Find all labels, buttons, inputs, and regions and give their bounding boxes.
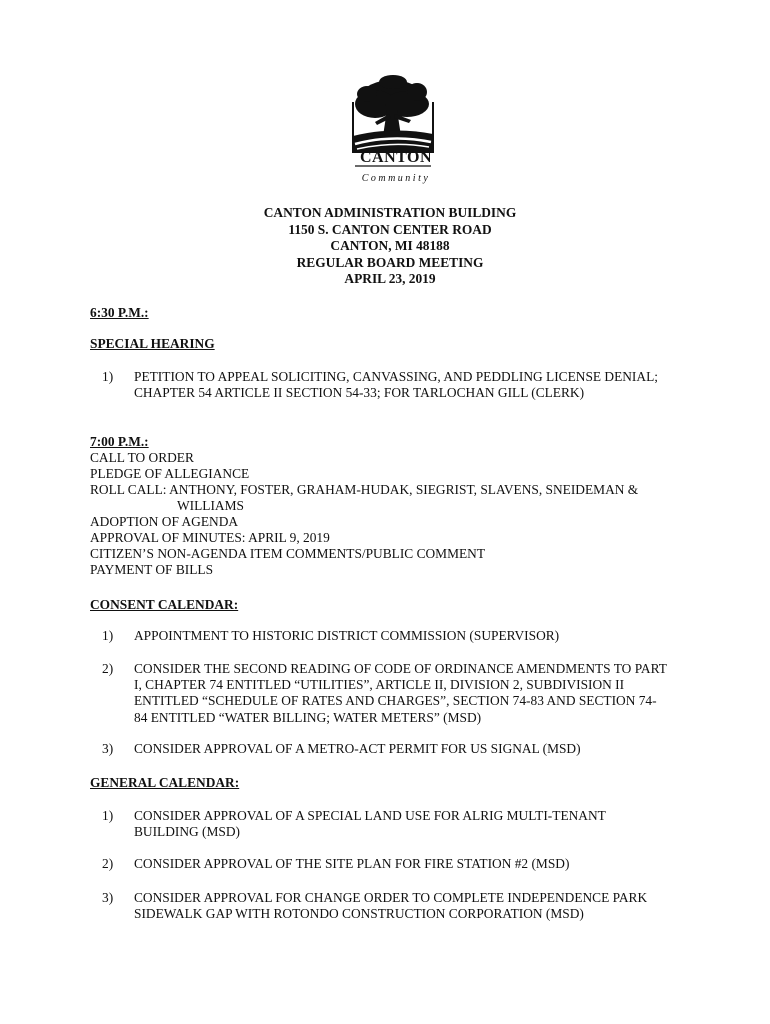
item-line: ENTITLED “SCHEDULE OF RATES AND CHARGES”, SECTION 74-83 AND SECTION 74- — [134, 693, 657, 709]
adoption-of-agenda: ADOPTION OF AGENDA — [90, 514, 239, 529]
payment-of-bills: PAYMENT OF BILLS — [90, 562, 214, 577]
item-line: CHAPTER 54 ARTICLE II SECTION 54-33; FOR TARLOCHAN GILL (CLERK) — [134, 385, 585, 401]
item-line: SIDEWALK GAP WITH ROTONDO CONSTRUCTION CORPORATION (MSD) — [134, 906, 584, 922]
item-number: 3) — [102, 890, 114, 905]
item-line: I, CHAPTER 74 ENTITLED “UTILITIES”, ARTICLE II, DIVISION 2, SUBDIVISION II — [134, 677, 625, 693]
roll-call: ROLL CALL: ANTHONY, FOSTER, GRAHAM-HUDAK, SIEGRIST, SLAVENS, SNEIDEMAN & — [90, 482, 639, 497]
consent-item-3 — [90, 741, 695, 757]
header-line-meeting: REGULAR BOARD MEETING — [296, 254, 484, 270]
consent-item-1 — [90, 628, 695, 644]
header-line-address: 1150 S. CANTON CENTER ROAD — [288, 221, 492, 237]
header-line-date: APRIL 23, 2019 — [344, 271, 436, 286]
item-line: CONSIDER APPROVAL FOR CHANGE ORDER TO COMPLETE INDEPENDENCE PARK — [134, 890, 648, 905]
item-line: CONSIDER APPROVAL OF A METRO-ACT PERMIT FOR US SIGNAL (MSD) — [134, 741, 581, 756]
general-item-2 — [90, 856, 695, 872]
item-line: BUILDING (MSD) — [134, 824, 241, 840]
consent-item-2 — [90, 661, 695, 726]
pledge-of-allegiance: PLEDGE OF ALLEGIANCE — [90, 466, 250, 481]
call-to-order: CALL TO ORDER — [90, 450, 194, 465]
public-comment: CITIZEN’S NON-AGENDA ITEM COMMENTS/PUBLIC COMMENT — [90, 546, 486, 561]
general-calendar-heading: GENERAL CALENDAR: — [90, 775, 240, 790]
item-line: APPOINTMENT TO HISTORIC DISTRICT COMMISSION (SUPERVISOR) — [134, 628, 560, 643]
logo-wordmark: CANTON — [359, 149, 433, 166]
header-line-building: CANTON ADMINISTRATION BUILDING — [263, 205, 517, 220]
roll-call-continued: WILLIAMS — [177, 498, 244, 513]
item-number: 2) — [102, 856, 114, 871]
item-number: 1) — [102, 369, 114, 384]
general-item-3 — [90, 890, 695, 922]
item-line: 84 ENTITLED “WATER BILLING; WATER METERS” (MSD) — [134, 709, 482, 725]
general-item-1 — [90, 808, 695, 840]
item-number: 1) — [102, 628, 114, 643]
header-line-city: CANTON, MI 48188 — [330, 238, 450, 253]
item-line: PETITION TO APPEAL SOLICITING, CANVASSING, AND PEDDLING LICENSE DENIAL; — [134, 369, 658, 384]
item-line: CONSIDER APPROVAL OF THE SITE PLAN FOR FIRE STATION #2 (MSD) — [134, 856, 570, 871]
item-line: CONSIDER THE SECOND READING OF CODE OF ORDINANCE AMENDMENTS TO PART — [134, 661, 667, 676]
consent-calendar-heading: CONSENT CALENDAR: — [90, 597, 239, 612]
item-number: 3) — [102, 741, 114, 756]
item-number: 2) — [102, 661, 114, 676]
logo-tagline: Community — [361, 173, 431, 184]
approval-of-minutes: APPROVAL OF MINUTES: APRIL 9, 2019 — [90, 530, 330, 545]
item-number: 1) — [102, 808, 114, 823]
item-line: CONSIDER APPROVAL OF A SPECIAL LAND USE FOR ALRIG MULTI-TENANT — [134, 808, 606, 823]
document-header — [200, 205, 580, 288]
special-hearing-heading: SPECIAL HEARING — [90, 336, 215, 351]
time-630: 6:30 P.M.: — [90, 305, 149, 320]
special-hearing-item-1 — [90, 369, 695, 401]
time-700: 7:00 P.M.: — [90, 434, 149, 449]
